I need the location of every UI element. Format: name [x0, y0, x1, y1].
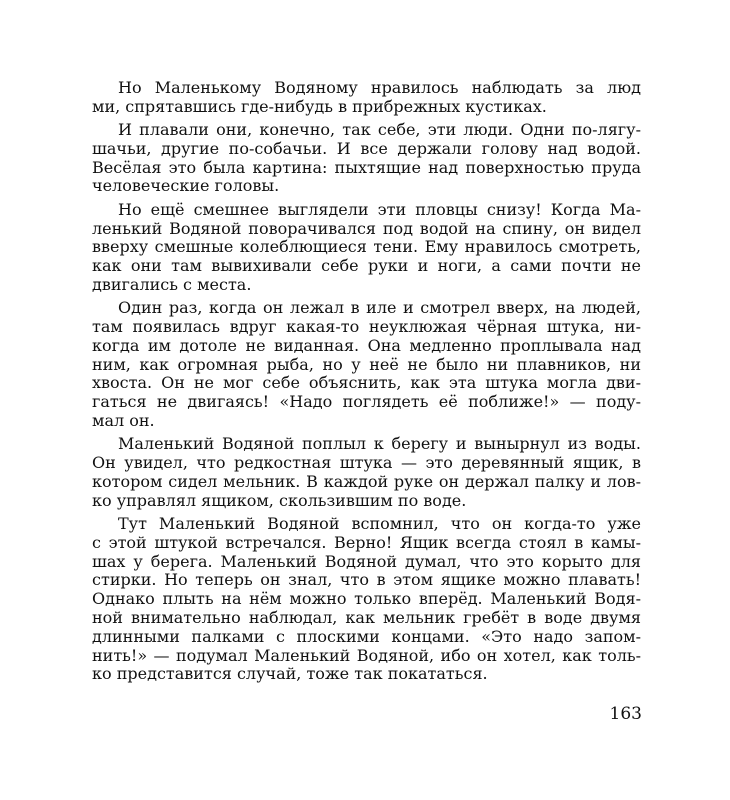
text-line: ко представится случай, тоже так покататься.: [92, 664, 488, 684]
text-line: стирки. Но теперь он знал, что в этом ящике можно плавать!: [92, 570, 641, 590]
text-line: Но ещё смешнее выглядели эти пловцы снизу! Когда Ма-: [118, 199, 641, 219]
text-line: Он увидел, что редкостная штука — это деревянный ящик, в: [92, 453, 641, 473]
text-line: нить!» — подумал Маленький Водяной, ибо он хотел, как толь-: [92, 645, 641, 665]
page-number: 163: [609, 704, 642, 724]
paragraph: [92, 435, 641, 510]
text-line: когда им дотоле не виданная. Она медленно проплывала над: [92, 335, 641, 355]
text-line: там появилась вдруг какая-то неуклюжая чёрная штука, ни-: [92, 317, 641, 337]
text-line: И плавали они, конечно, так себе, эти люди. Одни по-лягу-: [118, 120, 641, 140]
text-line: Тут Маленький Водяной вспомнил, что он когда-то уже: [118, 514, 641, 534]
text-line: гаться не двигаясь! «Надо поглядеть её поближе!» — поду-: [92, 392, 641, 412]
text-line: мал он.: [92, 411, 155, 431]
text-line: хвоста. Он не мог себе объяснить, как эта штука могла дви-: [92, 373, 641, 393]
text-line: ко управлял ящиком, скользившим по воде.: [92, 490, 467, 510]
text-line: Но Маленькому Водяному нравилось наблюдать за люд: [118, 78, 641, 97]
text-line: длинными палками с плоскими концами. «Это надо запом-: [92, 626, 641, 646]
text-line: Один раз, когда он лежал в иле и смотрел вверх, на людей,: [118, 298, 641, 318]
text-line: ной внимательно наблюдал, как мельник гребёт в воде двумя: [92, 608, 641, 628]
paragraph: [92, 299, 641, 431]
text-line: ми, спрятавшись где-нибудь в прибрежных кустиках.: [92, 96, 547, 116]
text-line: как они там вывихивали себе руки и ноги, а сами почти не: [92, 256, 641, 276]
paragraph: [92, 515, 641, 684]
text-line: с этой штукой встречался. Верно! Ящик всегда стоял в камы-: [92, 532, 641, 552]
text-line: двигались с места.: [92, 274, 252, 294]
text-line: шах у берега. Маленький Водяной думал, что это корыто для: [92, 551, 641, 571]
text-line: шачьи, другие по-собачьи. И все держали голову над водой.: [92, 138, 641, 158]
paragraph: [92, 79, 641, 117]
body-text: [92, 79, 641, 689]
text-line: человеческие головы.: [92, 176, 280, 196]
text-line: Весёлая это была картина: пыхтящие над поверхностью пруда: [92, 157, 641, 177]
paragraph: [92, 201, 641, 295]
text-line: Однако плыть на нём можно только вперёд. Маленький Водя-: [92, 589, 641, 609]
text-line: Маленький Водяной поплыл к берегу и вынырнул из воды.: [118, 434, 641, 454]
text-line: ленький Водяной поворачивался под водой на спину, он видел: [92, 218, 641, 238]
text-line: котором сидел мельник. В каждой руке он держал палку и лов-: [92, 471, 641, 491]
text-line: ним, как огромная рыба, но у неё не было ни плавников, ни: [92, 354, 641, 374]
paragraph: [92, 121, 641, 196]
text-line: вверху смешные колеблющиеся тени. Ему нравилось смотреть,: [92, 237, 641, 257]
